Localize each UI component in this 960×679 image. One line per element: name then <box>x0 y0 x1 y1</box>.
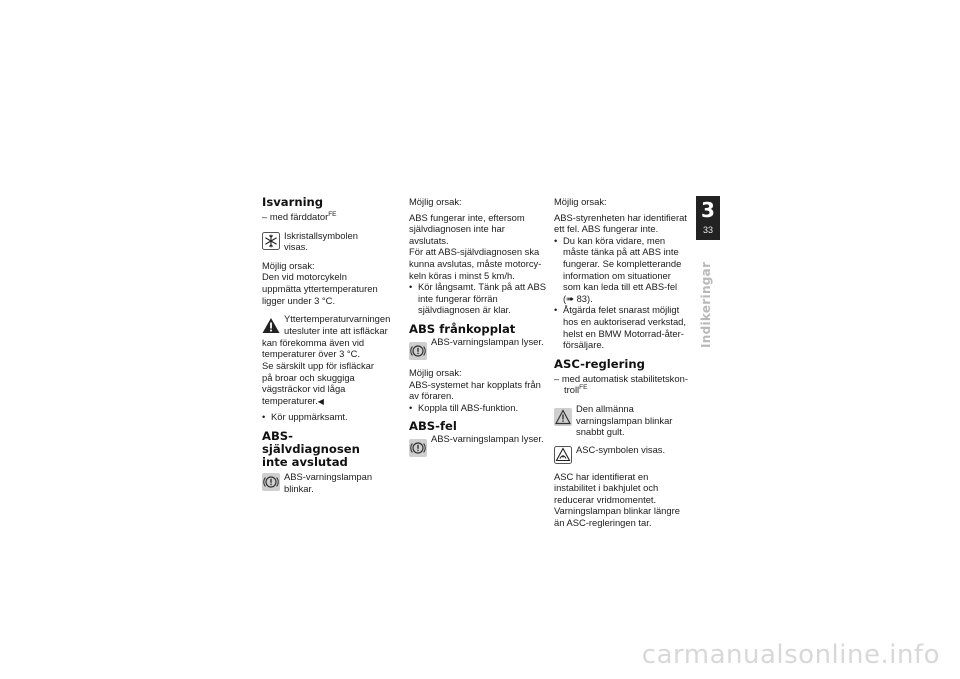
list-item: • Kör uppmärksamt. <box>262 411 380 423</box>
heading-abs-off: ABS frånkopplat <box>409 321 516 336</box>
heading-abs-selfdiag: ABS-självdiagnosen inte avslutad <box>262 428 360 469</box>
heading-asc: ASC-reglering <box>554 356 645 371</box>
action-list <box>554 235 688 351</box>
warning-triangle-icon <box>262 317 280 337</box>
cause-text: ABS fungerar inte, eftersom självdiagnosen inte har avslutats. <box>409 211 525 246</box>
ice-indicator-row <box>262 230 380 253</box>
condition-line: – med automatisk stabilitetskontroll$^{FE}$ <box>554 372 688 396</box>
watermark: carmanualsonline.info <box>641 640 940 670</box>
asc-symbol-text: ASC-symbolen visas. <box>576 443 666 455</box>
asc-explanation: ASC har identifierat en instabilitet i bakhjulet och reducerar vridmomentet. Varningslampan blinkar längre än ASC-regleringen tar. <box>554 470 680 529</box>
possible-cause-label: Möjlig orsak: <box>262 259 315 271</box>
action-list <box>262 411 380 423</box>
chapter-label: Indikeringar <box>699 261 713 348</box>
heading-isvarning: Isvarning <box>262 195 324 209</box>
possible-cause-label: Möjlig orsak: <box>409 366 462 378</box>
heading-abs-fault: ABS-fel <box>409 419 457 434</box>
warning-text-2: kan förekomma även vid temperaturer över 3 °C. <box>262 336 365 360</box>
possible-cause-label: Möjlig orsak: <box>554 196 607 207</box>
end-mark-icon: ◀ <box>317 396 324 406</box>
abs-fault-text: ABS-varningslampan lyser. <box>431 433 544 445</box>
action-list <box>409 402 547 414</box>
abs-blink-text: ABS-varningslampan blinkar. <box>284 470 373 494</box>
abs-fault-row <box>409 433 547 457</box>
general-warning-icon <box>554 408 572 426</box>
cause-text: ABS-systemet har kopplats från av föraren. <box>409 378 541 402</box>
column-3 <box>554 196 688 529</box>
warning-text-1: Yttertemperaturvarningen utesluter inte att isfläckar <box>284 313 391 336</box>
list-item: • Du kan köra vidare, men måste tänka på att ABS inte fungerar. Se kompletterande information om situationer som kan leda till ett ABS-fel (➠ 83). <box>554 235 688 305</box>
asc-symbol-icon <box>554 446 572 464</box>
abs-off-row <box>409 336 547 360</box>
abs-warning-icon <box>409 439 427 457</box>
abs-warning-icon <box>409 342 427 360</box>
column-1 <box>262 195 391 494</box>
chapter-tab <box>696 196 720 240</box>
ice-crystal-icon <box>262 232 280 250</box>
action-list <box>409 281 547 316</box>
possible-cause-label: Möjlig orsak: <box>409 196 462 207</box>
list-item: • Åtgärda felet snarast möjligt hos en auktoriserad verkstad, helst en BMW Motorrad-återförsäljare. <box>554 304 688 350</box>
abs-warning-icon <box>262 473 280 491</box>
column-2 <box>409 196 547 457</box>
list-item: • Kör långsamt. Tänk på att ABS inte fungerar förrän självdiagnosen är klar. <box>409 281 547 316</box>
list-item: • Koppla till ABS-funktion. <box>409 402 547 414</box>
general-warning-row <box>554 403 688 438</box>
asc-symbol-row <box>554 444 688 464</box>
condition-line: – med färddator$^{FE}$ <box>262 211 337 222</box>
cause-text: Den vid motorcykeln uppmätta yttertemperaturen ligger under 3 °C. <box>262 271 378 306</box>
abs-blink-row <box>262 471 380 494</box>
cause-text: ABS-styrenheten har identifierat ett fel. ABS fungerar inte. <box>554 211 687 235</box>
chapter-number: 3 <box>701 198 715 222</box>
info-text: För att ABS-självdiagnosen ska kunna avslutas, måste motorcykeln köras i minst 5 km/h. <box>409 246 542 281</box>
abs-off-text: ABS-varningslampan lyser. <box>431 335 544 347</box>
ice-indicator-text: Iskristallsymbolen visas. <box>284 229 358 253</box>
warning-row <box>262 313 391 337</box>
caution-text: Se särskilt upp för isfläckar på broar och skuggiga vägsträckor vid låga temperaturer.◀ <box>262 359 375 406</box>
page-number: 33 <box>702 225 713 235</box>
general-warning-text: Den allmänna varningslampan blinkar snabbt gult. <box>576 402 673 438</box>
